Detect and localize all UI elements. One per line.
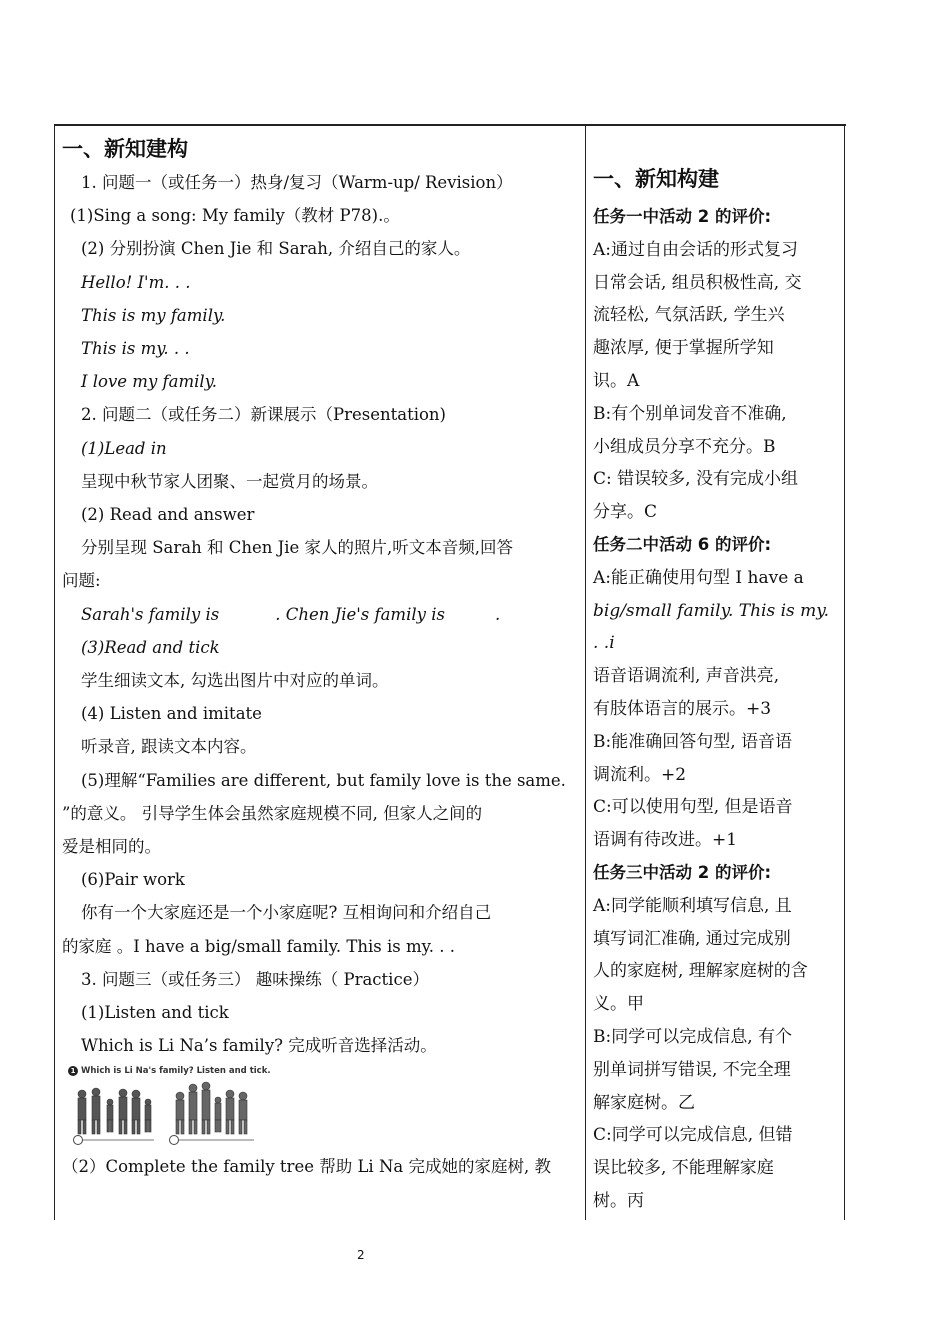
figure-caption-text: Which is Li Na's family? Listen and tick. (81, 1066, 271, 1077)
task3-title: 3. 问题三（或任务三） 趣味操练（ Practice） (81, 969, 429, 989)
task2-item3: (3)Read and tick (81, 637, 220, 657)
eval-line: A:同学能顺利填写信息, 且 (593, 895, 792, 916)
eval-line: 语音语调流利, 声音洪亮, (593, 666, 780, 687)
dialogue-line: I love my family. (81, 372, 218, 392)
eval-line: 树。丙 (593, 1190, 644, 1211)
eval-line: 填写词汇准确, 通过完成别 (593, 928, 791, 949)
eval-line: 义。甲 (593, 994, 644, 1015)
figure-number: 1 (68, 1066, 78, 1076)
right-column (593, 161, 839, 1218)
task3-item1: (1)Listen and tick (81, 1003, 229, 1023)
left-column (62, 132, 578, 1184)
eval-line: B:能准确回答句型, 语音语 (593, 731, 793, 752)
task1-item1: (1)Sing a song: My family（教材 P78).。 (70, 206, 400, 226)
task2-item5: (5)理解“Families are different, but family love is the same. (81, 770, 566, 790)
evaluation-heading: 一、新知构建 (593, 167, 719, 191)
table-border-middle (585, 126, 586, 1220)
task2-title: 2. 问题二（或任务二）新课展示（Presentation) (81, 405, 446, 425)
task2-text: ”的意义。 引导学生体会虽然家庭规模不同, 但家人之间的 (62, 803, 483, 823)
eval-line: 趣浓厚, 便于掌握所学知 (593, 338, 774, 359)
task1-title: 1. 问题一（或任务一）热身/复习（Warm-up/ Revision） (81, 173, 513, 192)
task3-text: Which is Li Na’s family? 完成听音选择活动。 (81, 1036, 437, 1056)
family-illustration (68, 1080, 264, 1148)
eval-line: 误比较多, 不能理解家庭 (593, 1158, 774, 1179)
eval-line: big/small family. This is my. . .i (593, 600, 830, 654)
eval-line: 日常会话, 组员积极性高, 交 (593, 272, 802, 293)
table-border-right (844, 126, 845, 1220)
task2-text: 分别呈现 Sarah 和 Chen Jie 家人的照片,听文本音频,回答 (81, 538, 514, 558)
eval-line: 识。A (593, 370, 640, 391)
task2-text: 你有一个大家庭还是一个小家庭呢? 互相询问和介绍自己 (81, 903, 492, 923)
task3-item2: （2）Complete the family tree 帮助 Li Na 完成她的家庭树, 教 (62, 1157, 551, 1177)
eval-line: A:能正确使用句型 I have a (593, 567, 804, 588)
eval-line: 有肢体语言的展示。+3 (593, 698, 772, 719)
eval-task3-title: 任务三中活动 2 的评价: (593, 862, 772, 882)
dialogue-line: This is my family. (81, 305, 226, 325)
task2-text: 听录音, 跟读文本内容。 (81, 737, 257, 757)
eval-line: 流轻松, 气氛活跃, 学生兴 (593, 305, 785, 326)
eval-line: B:有个别单词发音不准确, (593, 403, 787, 424)
task1-item2: (2) 分别扮演 Chen Jie 和 Sarah, 介绍自己的家人。 (81, 239, 471, 259)
eval-line: 解家庭树。乙 (593, 1092, 695, 1113)
eval-line: C:同学可以完成信息, 但错 (593, 1125, 793, 1146)
eval-task2-title: 任务二中活动 6 的评价: (593, 534, 772, 554)
task2-text: 呈现中秋节家人团聚、一起赏月的场景。 (81, 471, 378, 491)
page-number: 2 (357, 1248, 365, 1262)
eval-line: 人的家庭树, 理解家庭树的含 (593, 961, 808, 982)
task2-item1: (1)Lead in (81, 438, 167, 458)
section-heading: 一、新知建构 (62, 137, 188, 161)
lesson-table (54, 124, 846, 1220)
eval-line: C:可以使用句型, 但是语音 (593, 797, 793, 818)
eval-line: 别单词拼写错误, 不完全理 (593, 1059, 791, 1080)
fill-blank-line (62, 598, 578, 631)
eval-line: 小组成员分享不充分。B (593, 436, 776, 457)
task2-item6: (6)Pair work (81, 870, 185, 890)
blank-prompt-1: Sarah's family is (81, 604, 220, 624)
figure-caption (68, 1066, 271, 1076)
blank-prompt-2: . Chen Jie's family is (275, 604, 445, 624)
task2-text: 问题: (62, 571, 101, 591)
task2-text: 爱是相同的。 (62, 837, 161, 857)
eval-line: B:同学可以完成信息, 有个 (593, 1026, 793, 1047)
task2-text: 的家庭 。I have a big/small family. This is my. . . (62, 936, 455, 956)
task2-text: 学生细读文本, 勾选出图片中对应的单词。 (81, 671, 389, 691)
eval-line: 分享。C (593, 502, 658, 523)
dialogue-line: Hello! I'm. . . (81, 272, 191, 292)
eval-task1-title: 任务一中活动 2 的评价: (593, 207, 772, 226)
dialogue-line: This is my. . . (81, 339, 190, 359)
eval-line: C: 错误较多, 没有完成小组 (593, 469, 798, 490)
table-border-left (54, 126, 55, 1220)
family-listening-figure (68, 1066, 271, 1148)
blank-end: . (494, 604, 501, 624)
eval-line: A:通过自由会话的形式复习 (593, 239, 799, 260)
task2-item4: (4) Listen and imitate (81, 704, 262, 724)
eval-line: 语调有待改进。+1 (593, 830, 738, 851)
task2-item2: (2) Read and answer (81, 505, 255, 525)
eval-line: 调流利。+2 (593, 764, 687, 785)
